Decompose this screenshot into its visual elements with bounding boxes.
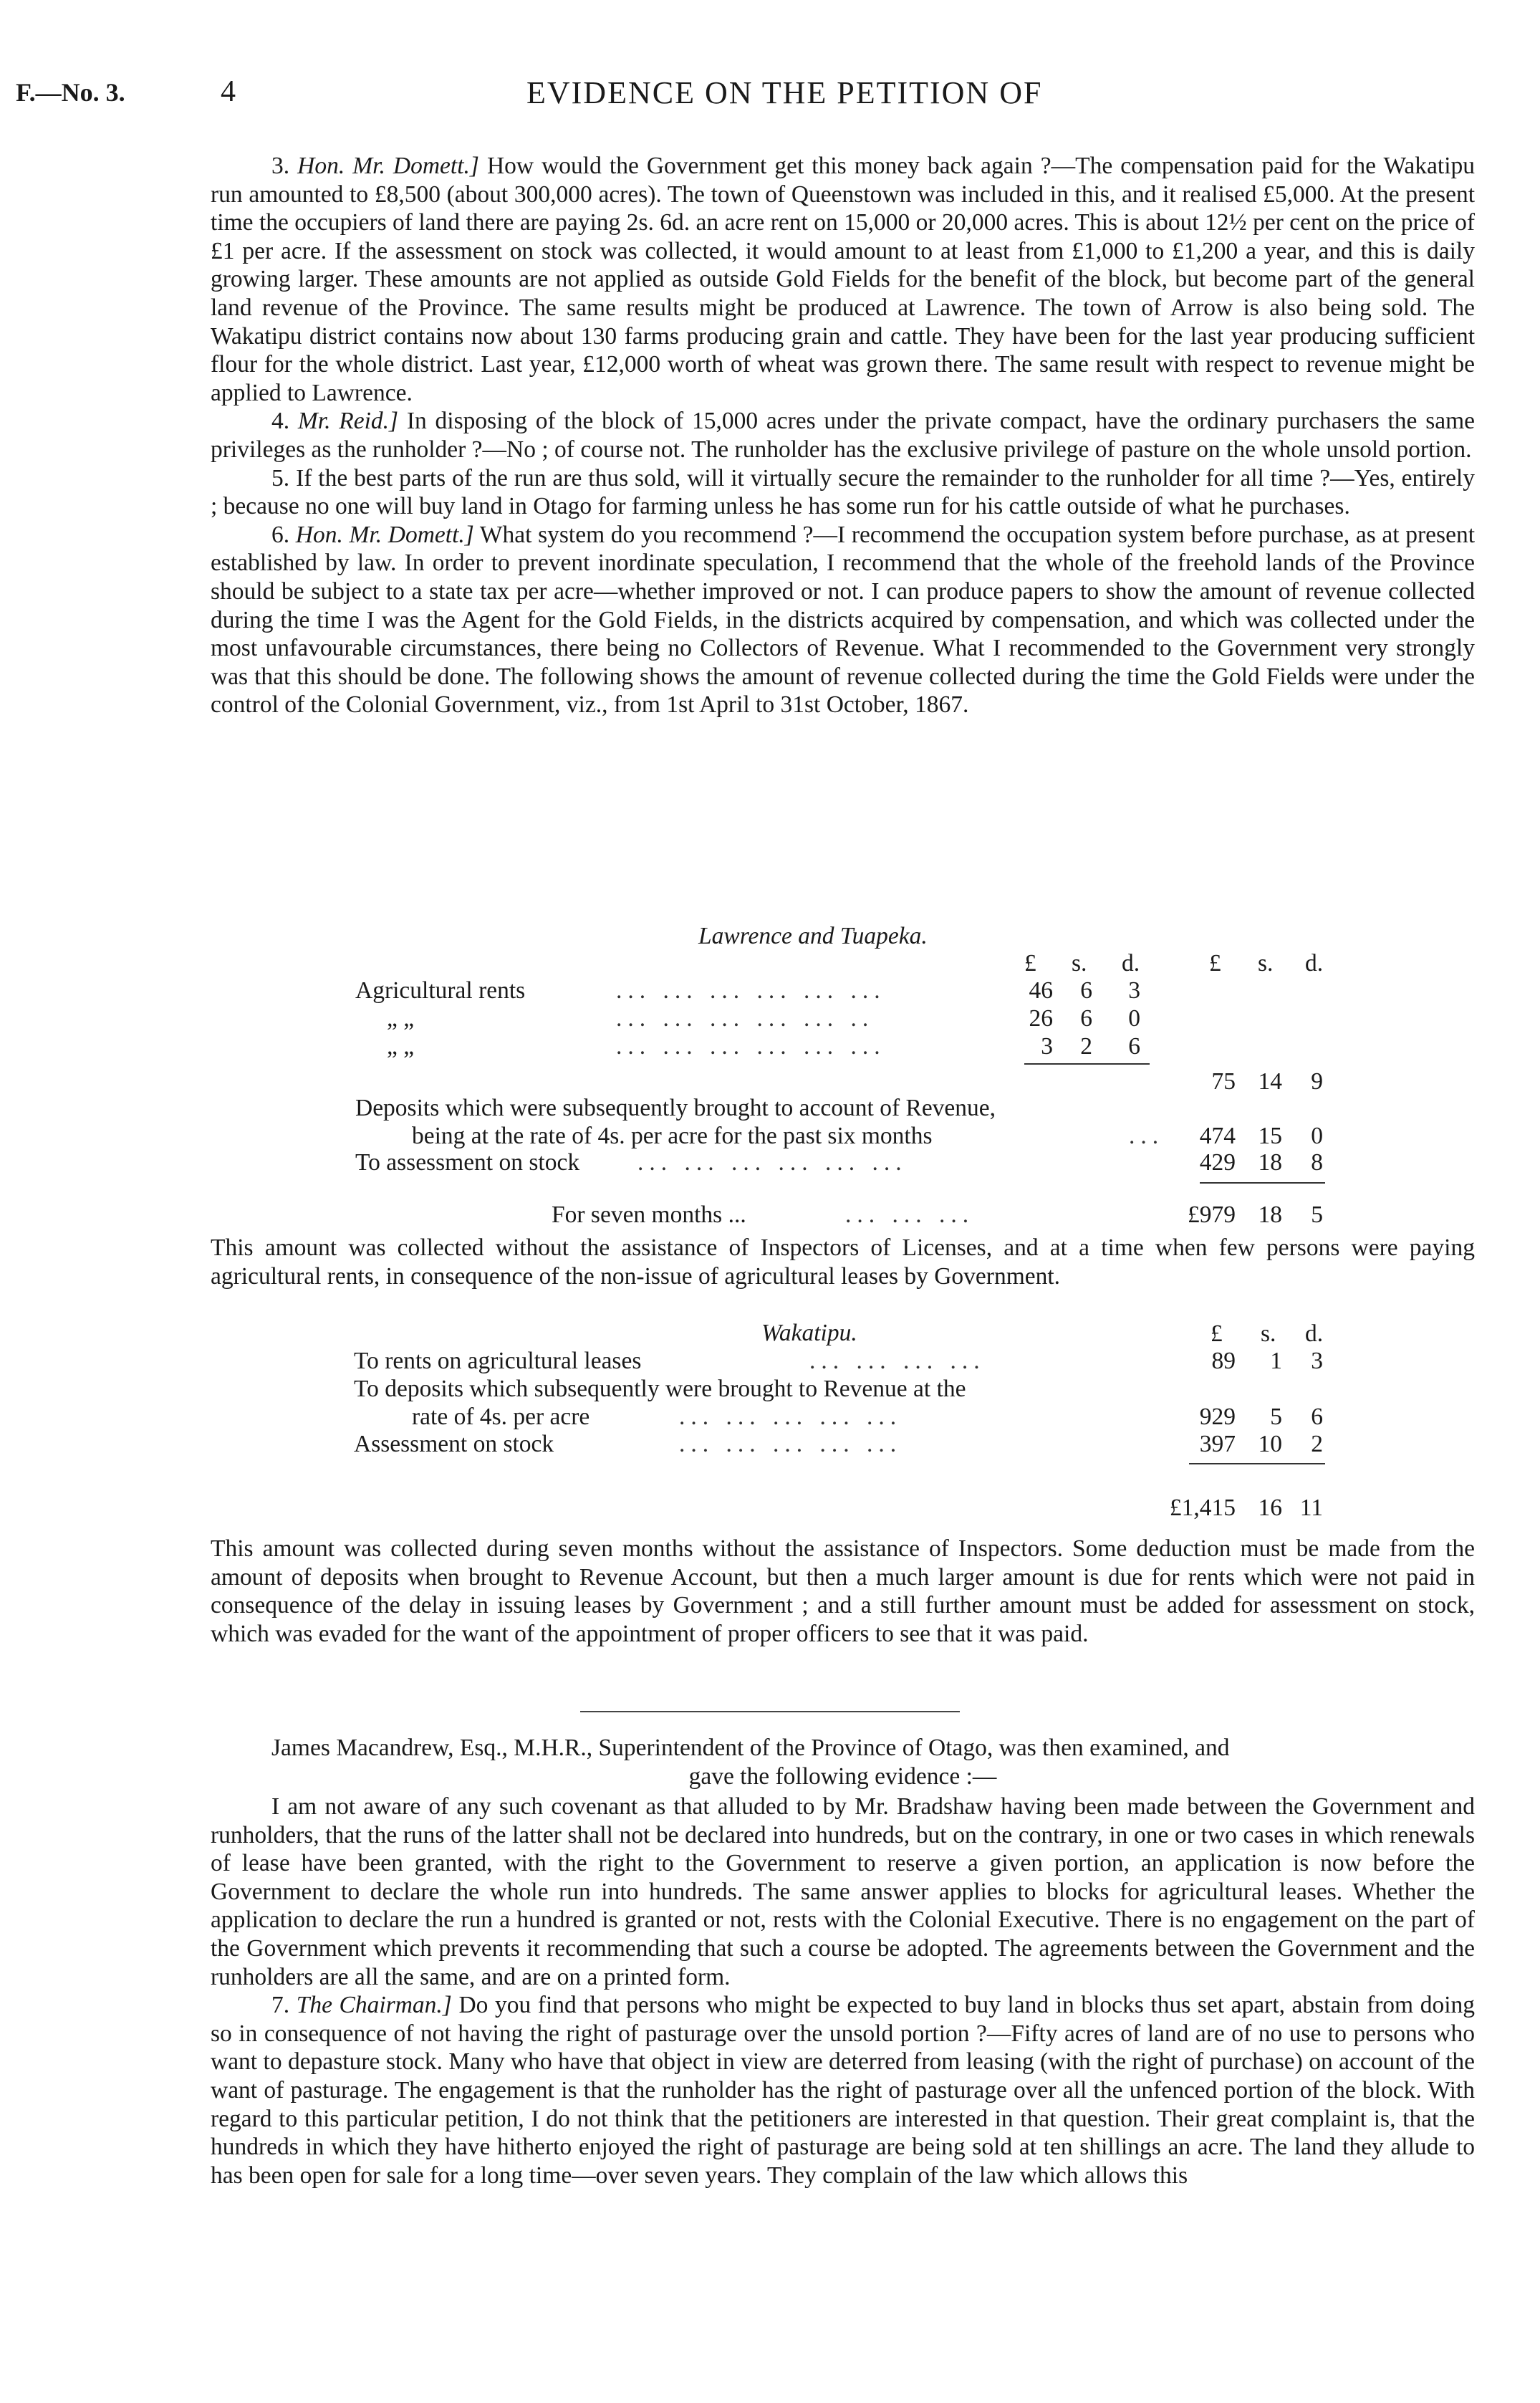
amount-shillings: 1 [1270,1348,1282,1374]
speaker: Mr. Reid.] [297,408,399,435]
subtotal-pence: 9 [1311,1068,1323,1095]
amount-shillings: 10 [1258,1431,1282,1457]
speaker: The Chairman.] [296,1992,452,2019]
col-head-pounds: £ [1211,1320,1223,1347]
amount-pence: 0 [1128,1005,1140,1032]
question-number: 3. [271,153,290,179]
amount-pounds: 26 [1029,1005,1053,1032]
amount-pounds: 474 [1199,1123,1236,1149]
note-wakatipu [211,1535,1475,1648]
page-title: EVIDENCE ON THE PETITION OF [526,75,1043,110]
amount-pence: 0 [1311,1123,1323,1149]
amount-pounds: 429 [1199,1149,1236,1176]
col-head-pence: d. [1305,950,1324,977]
total-pence: 11 [1299,1495,1323,1521]
question-7 [211,1991,1475,2189]
amount-pence: 6 [1128,1033,1140,1060]
evidence-block-2 [211,1793,1475,2189]
question-5: 5. If the best parts of the run are thus sold, will it virtually secure the remainder to the runholder for all time ?—Yes, entirely ; because no one will buy land in Otago for farming unless he has some run for his cattle outside of what he purchases. [211,464,1475,520]
amount-pounds: 46 [1029,977,1053,1004]
question-number: 7. [271,1992,290,2019]
sum-rule [1189,1463,1325,1464]
table-row-label: rate of 4s. per acre [412,1404,590,1430]
amount-pence: 3 [1128,977,1140,1004]
question-3 [211,152,1475,407]
total-shillings: 18 [1258,1202,1282,1228]
amount-shillings: 5 [1270,1404,1282,1430]
witness-line: gave the following evidence :— [688,1763,997,1790]
table-row-label: Assessment on stock [354,1431,554,1457]
question-number: 6. [271,521,290,548]
col-head-shillings: s. [1072,950,1087,977]
col-head-pence: d. [1122,950,1140,977]
page-number: 4 [221,75,236,108]
table-row-label: „ „ [387,1005,415,1032]
amount-pence: 3 [1311,1348,1323,1374]
leader-dots: ... ... ... [845,1202,975,1228]
question-text: How would the Government get this money back again ?—The compensation paid for the Wakatipu run amounted to £8,500 (about 300,000 acres). The town of Queenstown was included in this, and it realised £5,000. At the present time the occupiers of land there are paying 2s. 6d. an acre rent on 15,000 or 20,000 acres. This is about 12½ per cent on the price of £1 per acre. If the assessment on stock was collected, it would amount to at least from £1,000 to £1,200 a year, and this is daily growing larger. These amounts are not applied as outside Gold Fields for the benefit of the block, but become part of the general land revenue of the Province. The same results might be produced at Lawrence. The town of Arrow is also being sold. The Wakatipu district contains now about 130 farms producing grain and cattle. They have been for the last year producing sufficient flour for the whole district. Last year, £12,000 worth of wheat was grown there. The same result with respect to revenue might be applied to Lawrence. [211,153,1476,406]
witness-line: James Macandrew, Esq., M.H.R., Superintendent of the Province of Otago, was then examined, and [271,1735,1230,1761]
amount-pence: 8 [1311,1149,1323,1176]
col-head-pence: d. [1305,1320,1324,1347]
leader-dots: ... ... ... ... ... ... [616,1033,886,1060]
macandrew-statement: I am not aware of any such covenant as that alluded to by Mr. Bradshaw having been made between the Government and runholders, that the runs of the latter shall not be declared into hundreds, but on the contrary, in one or two cases in which renewals of lease have been granted, with the right to the Government to reserve a given portion, an application is now before the Government to declare the whole run into hundreds. The same answer applies to blocks for agricultural leases. Whether the application to declare the run a hundred is granted or not, rests with the Colonial Executive. There is no engagement on the part of the Government which prevents it recommending that such a course be adopted. The agreements between the Government and the runholders are all the same, and are on a printed form. [211,1793,1475,1990]
total-shillings: 16 [1258,1495,1282,1521]
table-heading: Wakatipu. [761,1320,857,1346]
paragraph: This amount was collected without the assistance of Inspectors of Licenses, and at a time when few persons were paying agricultural rents, in consequence of the non-issue of agricultural leases by Government. [211,1234,1475,1290]
col-head-pounds: £ [1024,950,1036,977]
amount-pounds: 3 [1041,1033,1053,1060]
note-lawrence [211,1234,1475,1290]
amount-shillings: 15 [1258,1123,1282,1149]
leader-dots: ... ... ... ... ... ... [616,977,886,1004]
evidence-block-1 [211,152,1475,719]
total-pounds: £1,415 [1169,1495,1236,1521]
question-text: Do you find that persons who might be expected to buy land in blocks thus set apart, abstain from doing so in consequence of not having the right of pasturage over the unsold portion ?—Fifty acres of land are of no use to persons who want to depasture stock. Many who have that object in view are deterred from leasing (with the right of purchase) on account of the want of pasturage. The engagement is that the runholder has the right of pasturage over all the unfenced portion of the block. With regard to this particular petition, I do not think that the petitioners are interested in that question. Their great complaint is, that the hundreds in which they have hitherto enjoyed the right of pasturage are being sold at ten shillings an acre. The land they allude to has been open for sale for a long time—over seven years. They complain of the law which allows this [211,1992,1476,2189]
amount-shillings: 2 [1080,1033,1092,1060]
table-row-label: To rents on agricultural leases [354,1348,642,1374]
leader-dots: ... [1129,1123,1165,1149]
leader-dots: ... ... ... ... ... [679,1431,903,1457]
sum-rule [1200,1182,1325,1184]
amount-pounds: 89 [1211,1348,1236,1374]
question-6 [211,521,1475,719]
amount-pounds: 929 [1199,1404,1236,1430]
col-head-shillings: s. [1261,1320,1276,1347]
paragraph: This amount was collected during seven months without the assistance of Inspectors. Some deduction must be made from the amount of deposits when brought to Revenue Account, but then a much larger amount is due for rents which were not paid in consequence of the delay in issuing leases by Government ; and a still further amount must be added for assessment on stock, which was evaded for the want of the appointment of proper officers to see that it was paid. [211,1535,1475,1647]
section-divider [580,1711,960,1712]
speaker: Hon. Mr. Domett.] [295,521,474,548]
amount-shillings: 6 [1080,1005,1092,1032]
total-pounds: £979 [1188,1202,1236,1228]
question-4 [211,407,1475,464]
speaker: Hon. Mr. Domett.] [297,153,479,179]
table-heading: Lawrence and Tuapeka. [698,923,928,949]
leader-dots: ... ... ... ... ... [679,1404,903,1430]
table-row-label: To assessment on stock [355,1149,580,1176]
question-number: 4. [271,408,290,435]
amount-pounds: 397 [1199,1431,1236,1457]
total-label: For seven months ... [552,1202,746,1228]
col-head-pounds: £ [1209,950,1221,977]
amount-pence: 6 [1311,1404,1323,1430]
amount-shillings: 6 [1080,977,1092,1004]
question-text: What system do you recommend ?—I recommend the occupation system before purchase, as at present established by law. In order to prevent inordinate speculation, I recommend that the whole of the freehold lands of the Province should be subject to a state tax per acre—whether improved or not. I can produce papers to show the amount of revenue collected during the time I was the Agent for the Gold Fields, in the districts acquired by compensation, and which was collected under the most unfavourable circumstances, there being no Collectors of Revenue. What I recommended to the Government very strongly was that this should be done. The following shows the amount of revenue collected during the time the Gold Fields were under the control of the Colonial Government, viz., from 1st April to 31st October, 1867. [211,521,1476,719]
document-code: F.—No. 3. [16,78,125,107]
table-row-label: To deposits which subsequently were brought to Revenue at the [354,1376,966,1402]
leader-dots: ... ... ... ... [809,1348,986,1374]
witness-intro [211,1734,1475,1791]
col-head-shillings: s. [1258,950,1274,977]
question-text: In disposing of the block of 15,000 acres under the private compact, have the ordinary purchasers the same privileges as the runholder ?—No ; of course not. The runholder has the exclusive privilege of pasture on the whole unsold portion. [211,408,1476,463]
table-row-label: Agricultural rents [355,977,526,1004]
table-row-label: being at the rate of 4s. per acre for the past six months [412,1123,933,1149]
amount-pence: 2 [1311,1431,1323,1457]
subtotal-pounds: 75 [1211,1068,1236,1095]
amount-shillings: 18 [1258,1149,1282,1176]
table-row-label: „ „ [387,1033,415,1060]
leader-dots: ... ... ... ... ... .. [616,1005,875,1032]
table-row-label: Deposits which were subsequently brought to account of Revenue, [355,1095,996,1121]
subtotal-shillings: 14 [1258,1068,1282,1095]
sum-rule [1024,1063,1150,1065]
leader-dots: ... ... ... ... ... ... [637,1149,908,1176]
total-pence: 5 [1311,1202,1323,1228]
